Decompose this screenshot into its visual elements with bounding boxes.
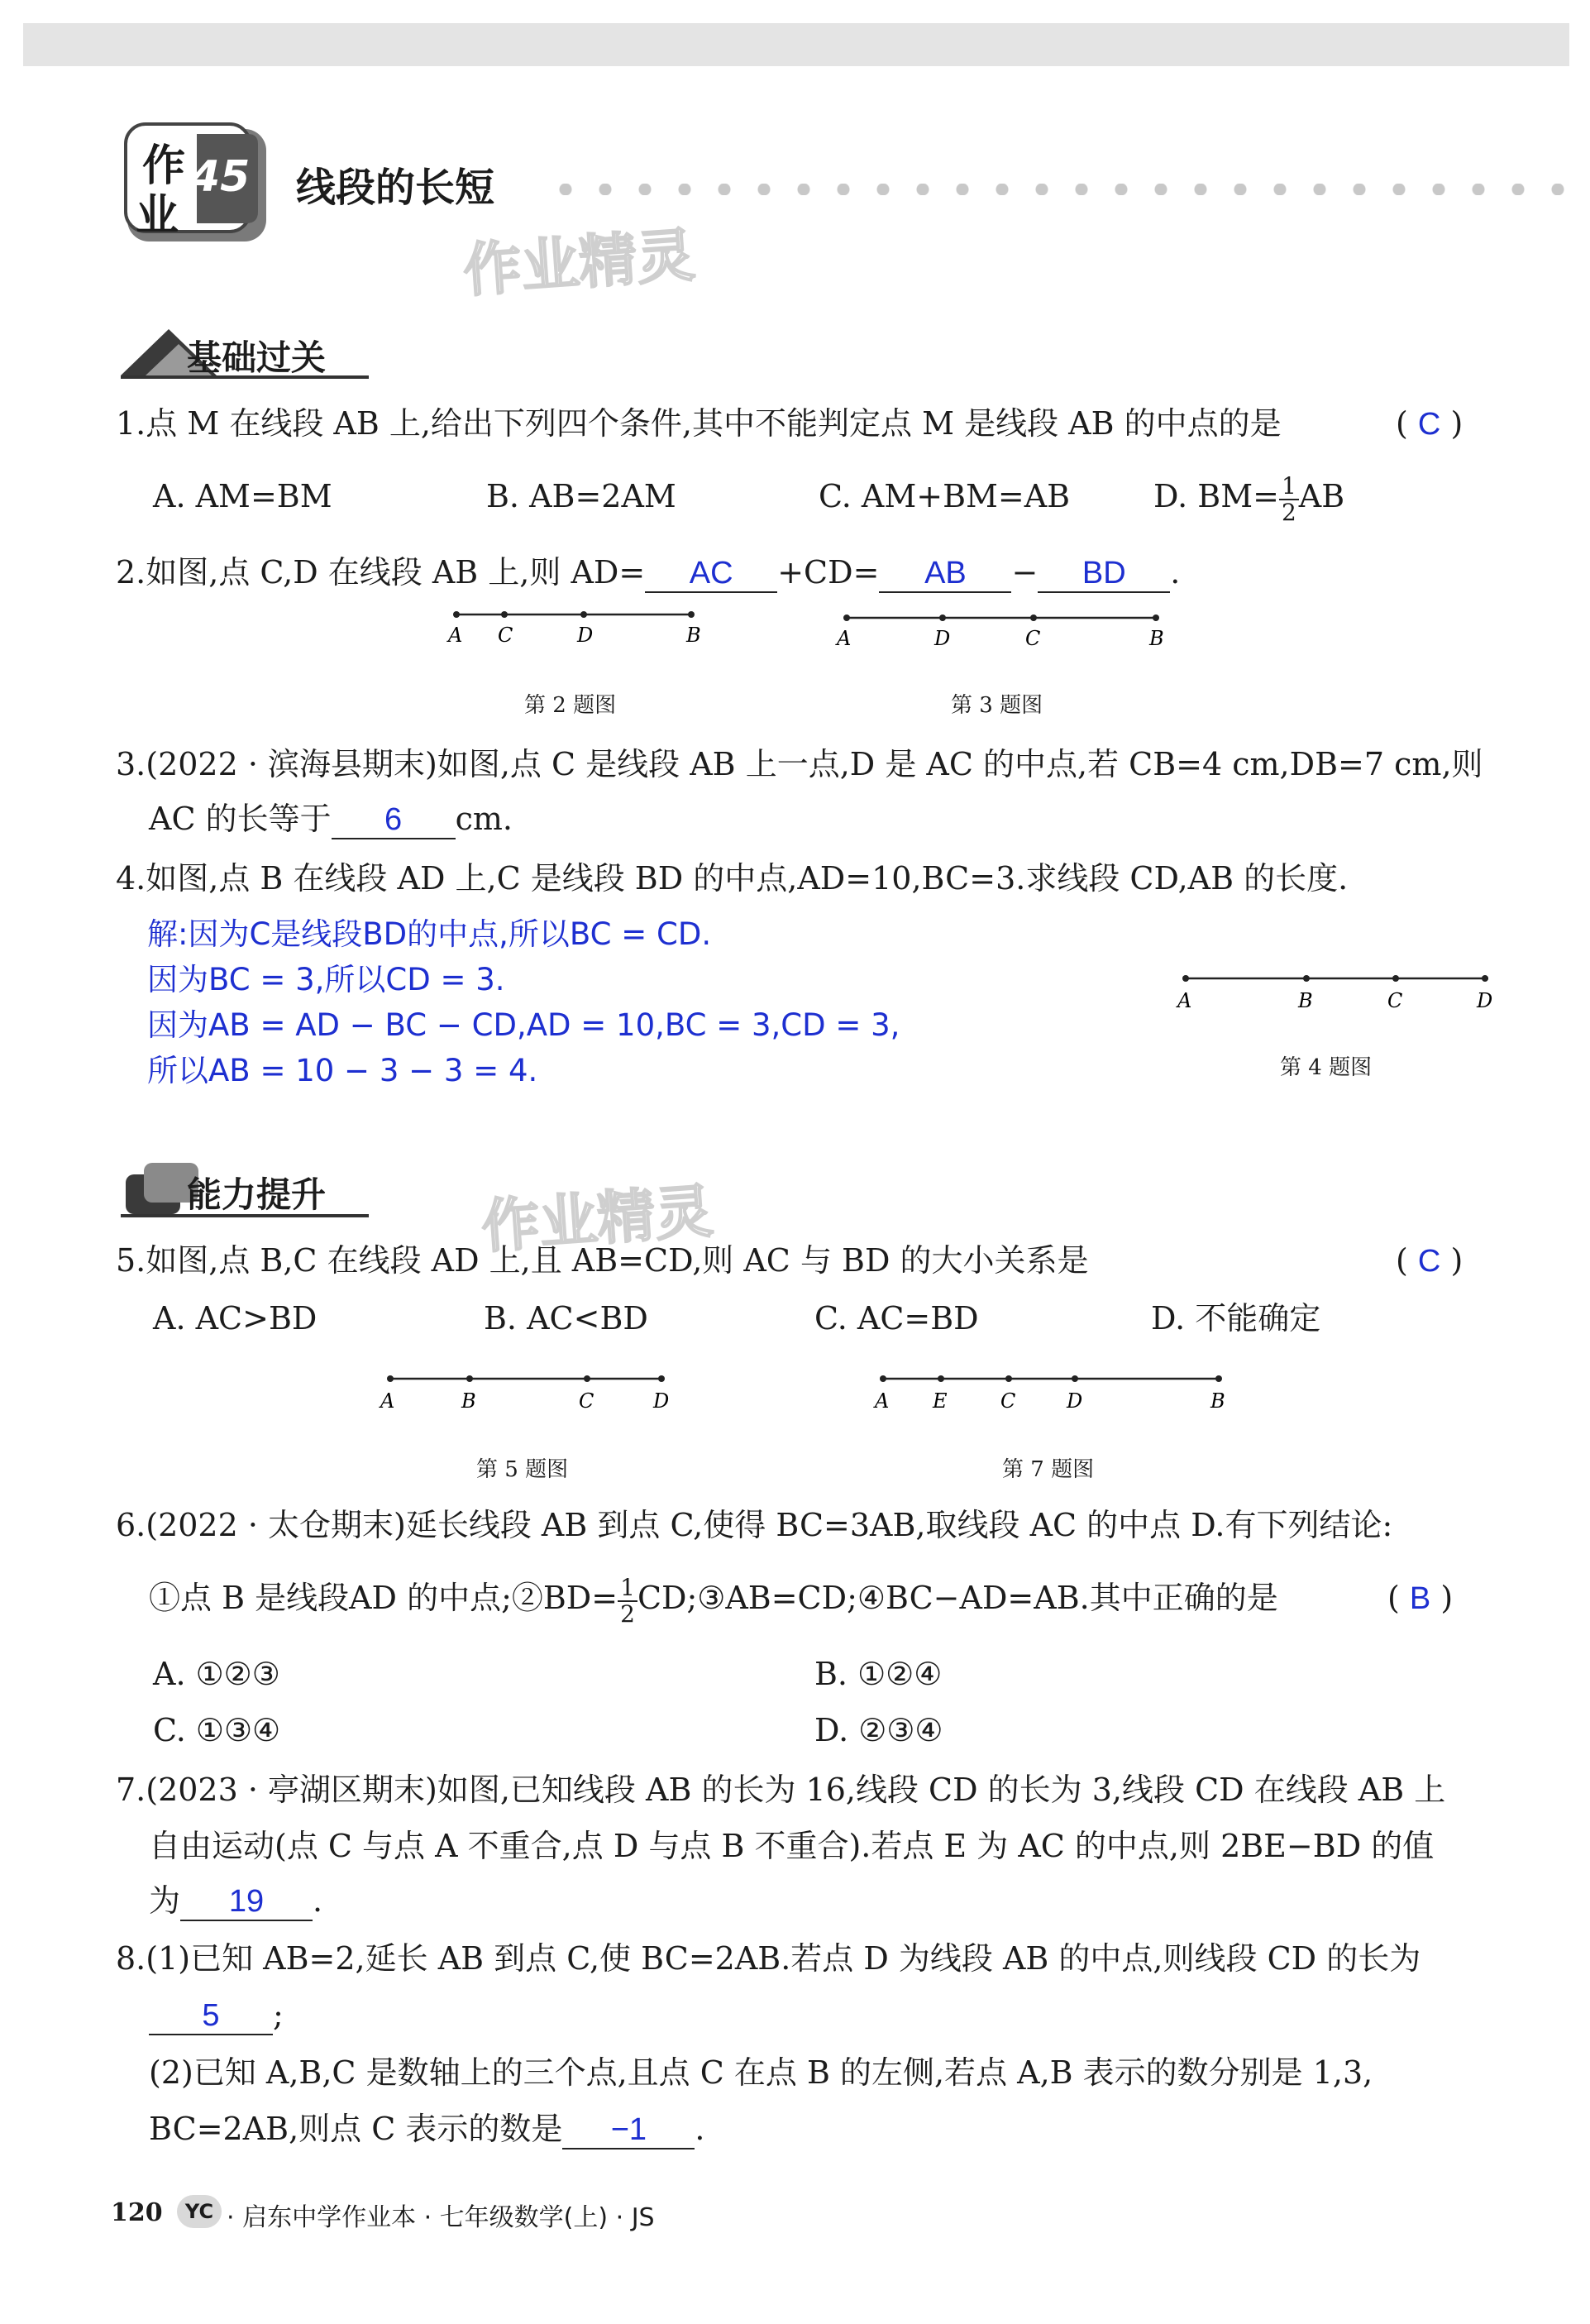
fig4-label-d: D — [1477, 989, 1493, 1012]
q2-blank-3: BD — [1038, 555, 1170, 593]
fig7-label-d: D — [1067, 1389, 1083, 1413]
q4-solution-line-1: 解:因为C是线段BD的中点,所以BC = CD. — [147, 916, 712, 952]
fig2-label-b: B — [686, 624, 701, 647]
q8-blank-1: 5 — [149, 1997, 273, 2035]
q7-line-1: 7.(2023 · 亭湖区期末)如图,已知线段 AB 的长为 16,线段 CD 的长为 3,线段 CD 在线段 AB 上 — [116, 1772, 1446, 1808]
section-title-basic: 基础过关 — [187, 337, 327, 378]
q1-option-c: C. AM+BM=AB — [819, 478, 1071, 514]
q8-line-2 — [149, 1996, 284, 2035]
q7-pre: 为 — [149, 1882, 181, 1919]
q5-option-b: B. AC<BD — [484, 1300, 648, 1337]
q6-line-1: 6.(2022 · 太仓期末)延长线段 AB 到点 C,使得 BC=3AB,取线段 AC 的中点 D.有下列结论: — [116, 1507, 1393, 1543]
publisher-logo: YC — [177, 2195, 222, 2228]
q6-post: CD;③AB=CD;④BC−AD=AB.其中正确的是 — [637, 1580, 1278, 1616]
fig2-point-d — [580, 611, 587, 618]
fig7-point-e — [938, 1375, 944, 1382]
q5-option-a: A. AC>BD — [153, 1300, 318, 1337]
q3-pre: AC 的长等于 — [149, 801, 332, 837]
q6-option-d: D. ②③④ — [814, 1712, 943, 1748]
badge-char-1: 作 — [142, 141, 186, 191]
fig4-label-b: B — [1298, 989, 1313, 1012]
q1-answer-paren: ( C ) — [1396, 405, 1463, 442]
fig3-point-b — [1153, 614, 1159, 621]
q8-line-3: (2)已知 A,B,C 是数轴上的三个点,且点 C 在点 B 的左侧,若点 A,B 表示的数分别是 1,3, — [149, 2054, 1373, 2091]
q6-pre: ①点 B 是线段AD 的中点;②BD= — [149, 1580, 618, 1616]
fig4-point-c — [1392, 975, 1399, 982]
watermark: 作业精灵 — [461, 221, 697, 305]
fig5-label-c: C — [579, 1389, 594, 1413]
q1-frac-den: 2 — [1281, 498, 1296, 526]
fig7-point-c — [1005, 1375, 1012, 1382]
q6-option-b: B. ①②④ — [814, 1656, 943, 1692]
figure-5 — [372, 1366, 678, 1416]
q3-line-1: 3.(2022 · 滨海县期末)如图,点 C 是线段 AB 上一点,D 是 AC 的中点,若 CB=4 cm,DB=7 cm,则 — [116, 746, 1483, 782]
q4-solution-line-2: 因为BC = 3,所以CD = 3. — [147, 962, 505, 997]
fig7-caption: 第 7 题图 — [1002, 1457, 1095, 1482]
fig2-caption: 第 2 题图 — [524, 693, 617, 718]
q6-frac-den: 2 — [620, 1600, 635, 1628]
fig7-label-e: E — [933, 1389, 948, 1413]
title-dot-leader — [546, 184, 1571, 195]
fig5-caption: 第 5 题图 — [476, 1457, 569, 1482]
q2-mid-2: − — [1011, 554, 1039, 591]
q1-option-d-post: AB — [1298, 478, 1345, 514]
assignment-badge — [124, 122, 271, 245]
fig5-point-d — [658, 1375, 665, 1382]
q3-post: cm. — [455, 801, 513, 837]
section-title-advanced: 能力提升 — [187, 1174, 327, 1215]
q6-frac-num: 1 — [618, 1576, 637, 1602]
q1-option-b: B. AB=2AM — [486, 478, 676, 514]
q4-solution-line-3: 因为AB = AD − BC − CD,AD = 10,BC = 3,CD = 3, — [147, 1007, 900, 1043]
q6-answer: B — [1409, 1581, 1431, 1616]
q1-stem: 1.点 M 在线段 AB 上,给出下列四个条件,其中不能判定点 M 是线段 AB 的中点的是 — [116, 405, 1282, 442]
fig2-point-c — [501, 611, 508, 618]
q5-stem: 5.如图,点 B,C 在线段 AD 上,且 AB=CD,则 AC 与 BD 的大小关系是 — [116, 1242, 1089, 1279]
q2-blank-1: AC — [645, 555, 777, 593]
q8-blank-2: −1 — [562, 2111, 695, 2149]
fig4-point-a — [1182, 975, 1189, 982]
q5-answer: C — [1417, 1244, 1441, 1279]
fig5-label-d: D — [653, 1389, 670, 1413]
q1-option-d-fraction — [1279, 471, 1299, 526]
fig7-label-c: C — [1000, 1389, 1016, 1413]
badge-char-2: 业 — [136, 191, 179, 241]
q6-answer-paren: ( B ) — [1387, 1580, 1454, 1616]
fig3-label-a: A — [837, 627, 852, 650]
badge-number: 45 — [190, 152, 251, 202]
fig2-label-d: D — [577, 624, 594, 647]
q1-option-d — [1153, 471, 1344, 525]
fig4-label-a: A — [1177, 989, 1192, 1012]
fig3-point-c — [1030, 614, 1037, 621]
q2-line — [116, 554, 1180, 593]
q8-pre: BC=2AB,则点 C 表示的数是 — [149, 2111, 563, 2147]
fig7-label-a: A — [875, 1389, 890, 1413]
fig3-label-c: C — [1025, 627, 1041, 650]
fig2-point-b — [688, 611, 695, 618]
fig5-point-a — [387, 1375, 394, 1382]
fig4-point-b — [1303, 975, 1310, 982]
q7-post: . — [313, 1882, 323, 1919]
fig4-point-d — [1482, 975, 1488, 982]
q2-end: . — [1170, 554, 1181, 591]
q4-stem: 4.如图,点 B 在线段 AD 上,C 是线段 BD 的中点,AD=10,BC=3.求线段 CD,AB 的长度. — [116, 860, 1349, 897]
fig2-label-a: A — [448, 624, 463, 647]
q8-line-4 — [149, 2111, 705, 2149]
fig7-point-b — [1215, 1375, 1222, 1382]
figure-4 — [1166, 966, 1505, 1016]
fig3-label-b: B — [1149, 627, 1164, 650]
fig4-label-c: C — [1387, 989, 1403, 1012]
q6-option-c: C. ①③④ — [153, 1712, 281, 1748]
fig2-point-a — [453, 611, 460, 618]
q1-frac-num: 1 — [1279, 474, 1299, 500]
q2-mid-1: +CD= — [777, 554, 880, 591]
q5-option-d: D. 不能确定 — [1151, 1300, 1321, 1337]
q2-pre: 2.如图,点 C,D 在线段 AB 上,则 AD= — [116, 554, 646, 591]
page-title: 线段的长短 — [296, 165, 495, 211]
q6-option-a: A. ①②③ — [153, 1656, 280, 1692]
fig5-point-c — [584, 1375, 590, 1382]
q2-blank-2: AB — [879, 555, 1011, 593]
fig3-point-d — [939, 614, 946, 621]
q1-answer: C — [1417, 407, 1441, 442]
figure-3 — [827, 605, 1182, 655]
q7-blank: 19 — [180, 1883, 313, 1921]
q8-post: . — [695, 2111, 705, 2147]
q7-line-2: 自由运动(点 C 与点 A 不重合,点 D 与点 B 不重合).若点 E 为 AC 的中点,则 2BE−BD 的值 — [149, 1828, 1435, 1864]
q6-fraction — [618, 1573, 637, 1628]
q8-line-2-post: ; — [273, 1996, 284, 2033]
figure-7 — [867, 1366, 1239, 1416]
fig7-point-d — [1072, 1375, 1078, 1382]
q5-answer-paren: ( C ) — [1396, 1242, 1463, 1279]
q3-blank: 6 — [332, 801, 456, 839]
footer-text: · 启东中学作业本 · 七年级数学(上) · JS — [227, 2203, 655, 2232]
page-number: 120 — [111, 2198, 163, 2227]
fig5-label-b: B — [461, 1389, 476, 1413]
fig3-label-d: D — [934, 627, 951, 650]
q5-option-c: C. AC=BD — [814, 1300, 979, 1337]
q1-option-a: A. AM=BM — [153, 478, 332, 514]
fig4-caption: 第 4 题图 — [1280, 1055, 1373, 1080]
fig2-label-c: C — [498, 624, 513, 647]
fig7-label-b: B — [1210, 1389, 1225, 1413]
watermark-2: 作业精灵 — [479, 1177, 715, 1261]
fig3-caption: 第 3 题图 — [951, 693, 1043, 718]
q8-line-1: 8.(1)已知 AB=2,延长 AB 到点 C,使 BC=2AB.若点 D 为线段 AB 的中点,则线段 CD 的长为 — [116, 1940, 1421, 1977]
q4-solution-line-4: 所以AB = 10 − 3 − 3 = 4. — [147, 1053, 538, 1088]
q3-line-2 — [149, 801, 513, 839]
top-edge-band — [23, 23, 1569, 66]
q6-line-2 — [149, 1573, 1278, 1627]
figure-2 — [438, 602, 711, 652]
fig7-point-a — [880, 1375, 886, 1382]
q1-option-d-pre: D. BM= — [1153, 478, 1279, 514]
fig5-label-a: A — [380, 1389, 395, 1413]
fig3-point-a — [843, 614, 850, 621]
q7-line-3 — [149, 1882, 322, 1921]
fig5-point-b — [466, 1375, 473, 1382]
